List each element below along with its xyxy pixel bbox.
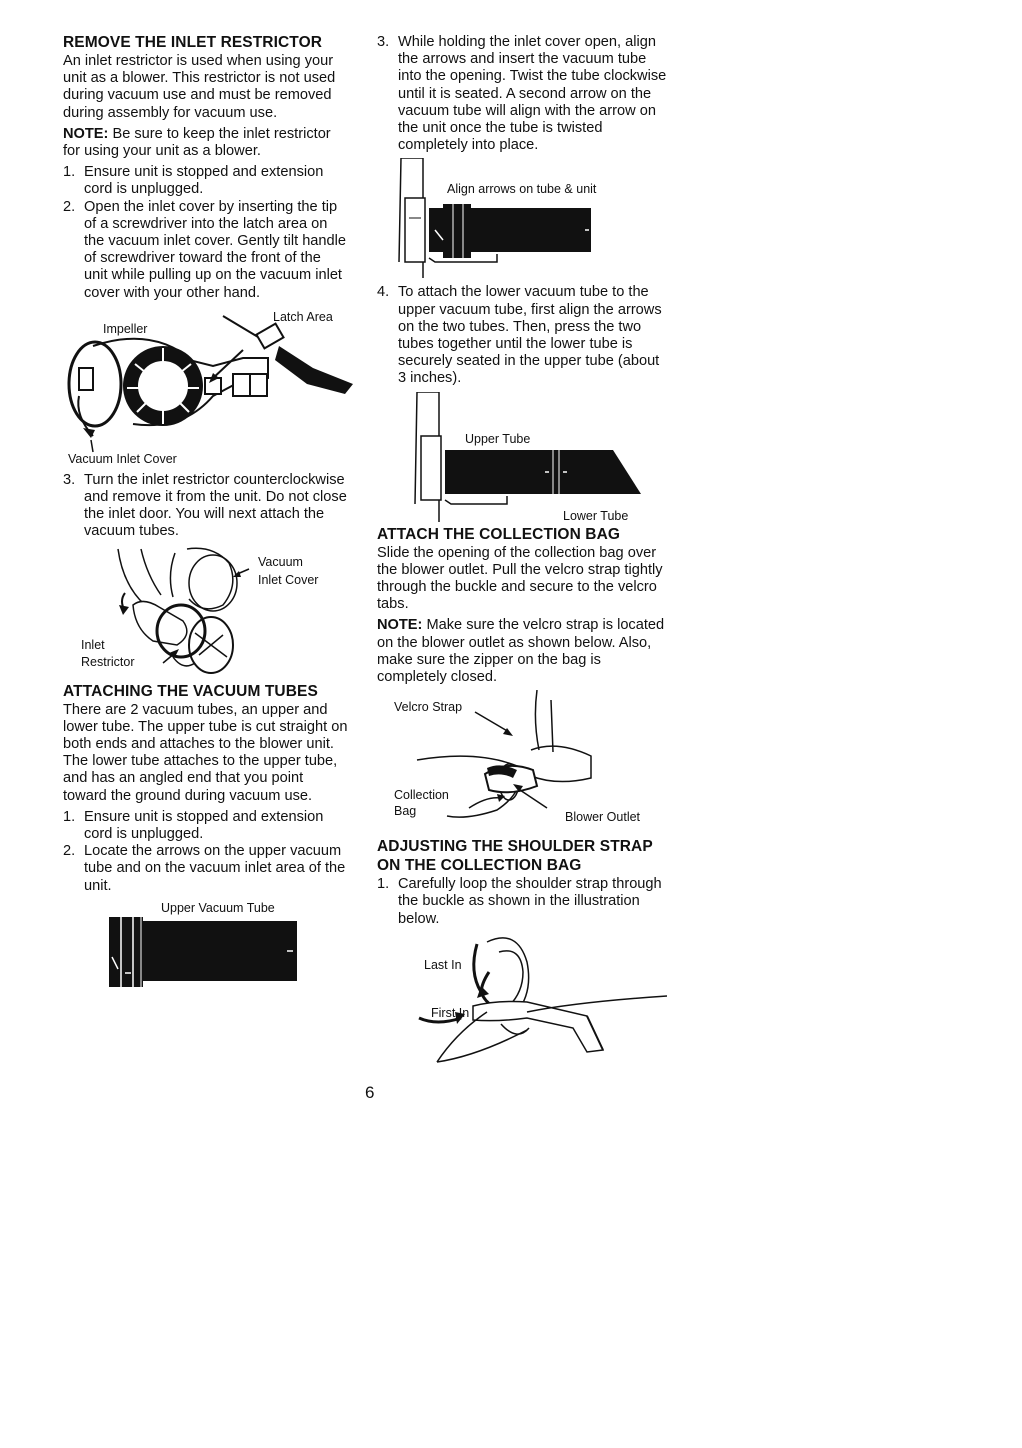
align-arrows-label: Align arrows on tube & unit	[447, 182, 597, 197]
vacuum-inlet-cover-label: Vacuum Inlet Cover	[68, 451, 177, 466]
shoulder-strap-heading-line1: ADJUSTING THE SHOULDER STRAP	[377, 838, 653, 856]
collection-bag-note	[377, 617, 667, 686]
tubes-step-4	[377, 284, 667, 387]
list-item	[63, 199, 348, 302]
vacuum-label: Vacuum	[258, 554, 303, 569]
list-item	[377, 284, 667, 387]
list-item	[63, 472, 348, 541]
step-text: While holding the inlet cover open, align the arrows and insert the vacuum tube into the opening. Twist the tube clockwise until it is seated. A second arrow on the vacuum tube will align with the arrow on the unit once the tube is twisted completely into place.	[398, 34, 667, 154]
collection-label: Collection	[394, 788, 449, 803]
shoulder-strap-illustration	[377, 932, 667, 1072]
step-text: Turn the inlet restrictor counterclockwise and remove it from the unit. Do not close the inlet door. You will next attach the vacuum tubes.	[84, 471, 347, 540]
page-number: 6	[365, 1083, 375, 1102]
velcro-strap-label: Velcro Strap	[394, 700, 463, 715]
first-in-label: First In	[431, 1005, 470, 1020]
tubes-step-3	[377, 34, 667, 154]
vacuum-tubes-intro: There are 2 vacuum tubes, an upper and lower tube. The upper tube is cut straight on both ends and attaches to the blower unit. The lower tube attaches to the upper tube, and has an angled end that you point toward the ground during vacuum use.	[63, 701, 348, 804]
step-text: Ensure unit is stopped and extension cord is unplugged.	[84, 808, 324, 843]
inlet-label: Inlet	[81, 637, 105, 652]
collection-bag-intro: Slide the opening of the collection bag over the blower outlet. Pull the velcro strap tightly through the buckle and secure to the velcro tabs.	[377, 544, 663, 613]
upper-tube-label: Upper Tube	[465, 431, 531, 446]
impeller-latch-figure	[63, 306, 348, 466]
shoulder-strap-figure	[377, 932, 667, 1072]
step-text: Ensure unit is stopped and extension cord is unplugged.	[84, 164, 324, 198]
last-in-label: Last In	[424, 957, 462, 972]
note-label: NOTE:	[377, 617, 423, 634]
step-number: 4.	[377, 284, 390, 301]
inlet-restrictor-heading: REMOVE THE INLET RESTRICTOR	[63, 34, 323, 51]
upper-tube-illustration	[63, 899, 353, 989]
collection-bag-heading: ATTACH THE COLLECTION BAG	[377, 525, 621, 543]
upper-lower-tube-illustration	[377, 392, 667, 526]
step-number: 1.	[63, 808, 76, 825]
upper-vacuum-tube-figure	[63, 899, 348, 989]
inlet-restrictor-figure	[63, 545, 348, 677]
step-number: 1.	[377, 876, 390, 893]
list-item	[63, 164, 348, 198]
list-item	[377, 876, 667, 928]
inlet-step-3	[63, 472, 348, 541]
step-number: 2.	[63, 198, 76, 215]
upper-lower-tube-figure	[377, 392, 667, 526]
list-item	[63, 809, 348, 843]
list-item	[63, 843, 348, 895]
step-number: 3.	[63, 471, 76, 488]
latch-area-label: Latch Area	[273, 309, 333, 324]
step-number: 3.	[377, 34, 390, 50]
inlet-restrictor-note	[63, 126, 348, 160]
restrictor-label: Restrictor	[81, 654, 135, 669]
align-arrows-figure	[377, 158, 667, 284]
vacuum-tubes-steps	[63, 809, 348, 895]
step-text: Locate the arrows on the upper vacuum tube and on the vacuum inlet area of the unit.	[84, 843, 346, 894]
step-text: Open the inlet cover by inserting the tip of a screwdriver into the latch area on the vacuum inlet cover. Gently tilt handle of screwdriver toward the front of the unit while pulling up on the vacuum inlet cover with your other hand.	[84, 198, 347, 301]
inlet-cover-label: Inlet Cover	[258, 572, 319, 587]
inlet-restrictor-intro: An inlet restrictor is used when using your unit as a blower. This restrictor is not used during vacuum use and must be removed during assembly for vacuum use.	[63, 53, 336, 121]
list-item	[377, 34, 667, 154]
step-text: Carefully loop the shoulder strap through the buckle as shown in the illustration below.	[398, 876, 662, 927]
shoulder-strap-steps	[377, 876, 667, 928]
collection-bag-figure	[377, 690, 667, 838]
note-label: NOTE:	[63, 125, 109, 142]
vacuum-tubes-heading: ATTACHING THE VACUUM TUBES	[63, 682, 318, 700]
shoulder-strap-heading-line2: ON THE COLLECTION BAG	[377, 857, 582, 875]
bag-label: Bag	[394, 804, 417, 819]
right-column	[377, 34, 667, 1072]
note-text: Make sure the velcro strap is located on the blower outlet as shown below. Also, make sure the zipper on the bag is completely closed.	[377, 617, 665, 686]
step-number: 1.	[63, 164, 76, 181]
blower-outlet-label: Blower Outlet	[565, 810, 641, 825]
note-text: Be sure to keep the inlet restrictor for using your unit as a blower.	[63, 125, 331, 160]
step-text: To attach the lower vacuum tube to the upper vacuum tube, first align the arrows on the two tubes. Then, press the two tubes together until the lower tube is securely seated in the upper tube (about 3 inches).	[398, 284, 662, 387]
align-arrows-illustration	[377, 158, 667, 284]
impeller-label: Impeller	[103, 321, 148, 336]
upper-vacuum-tube-label: Upper Vacuum Tube	[161, 900, 275, 915]
step-number: 2.	[63, 843, 76, 860]
lower-tube-label: Lower Tube	[563, 508, 629, 523]
inlet-steps	[63, 164, 348, 302]
left-column	[63, 34, 348, 989]
